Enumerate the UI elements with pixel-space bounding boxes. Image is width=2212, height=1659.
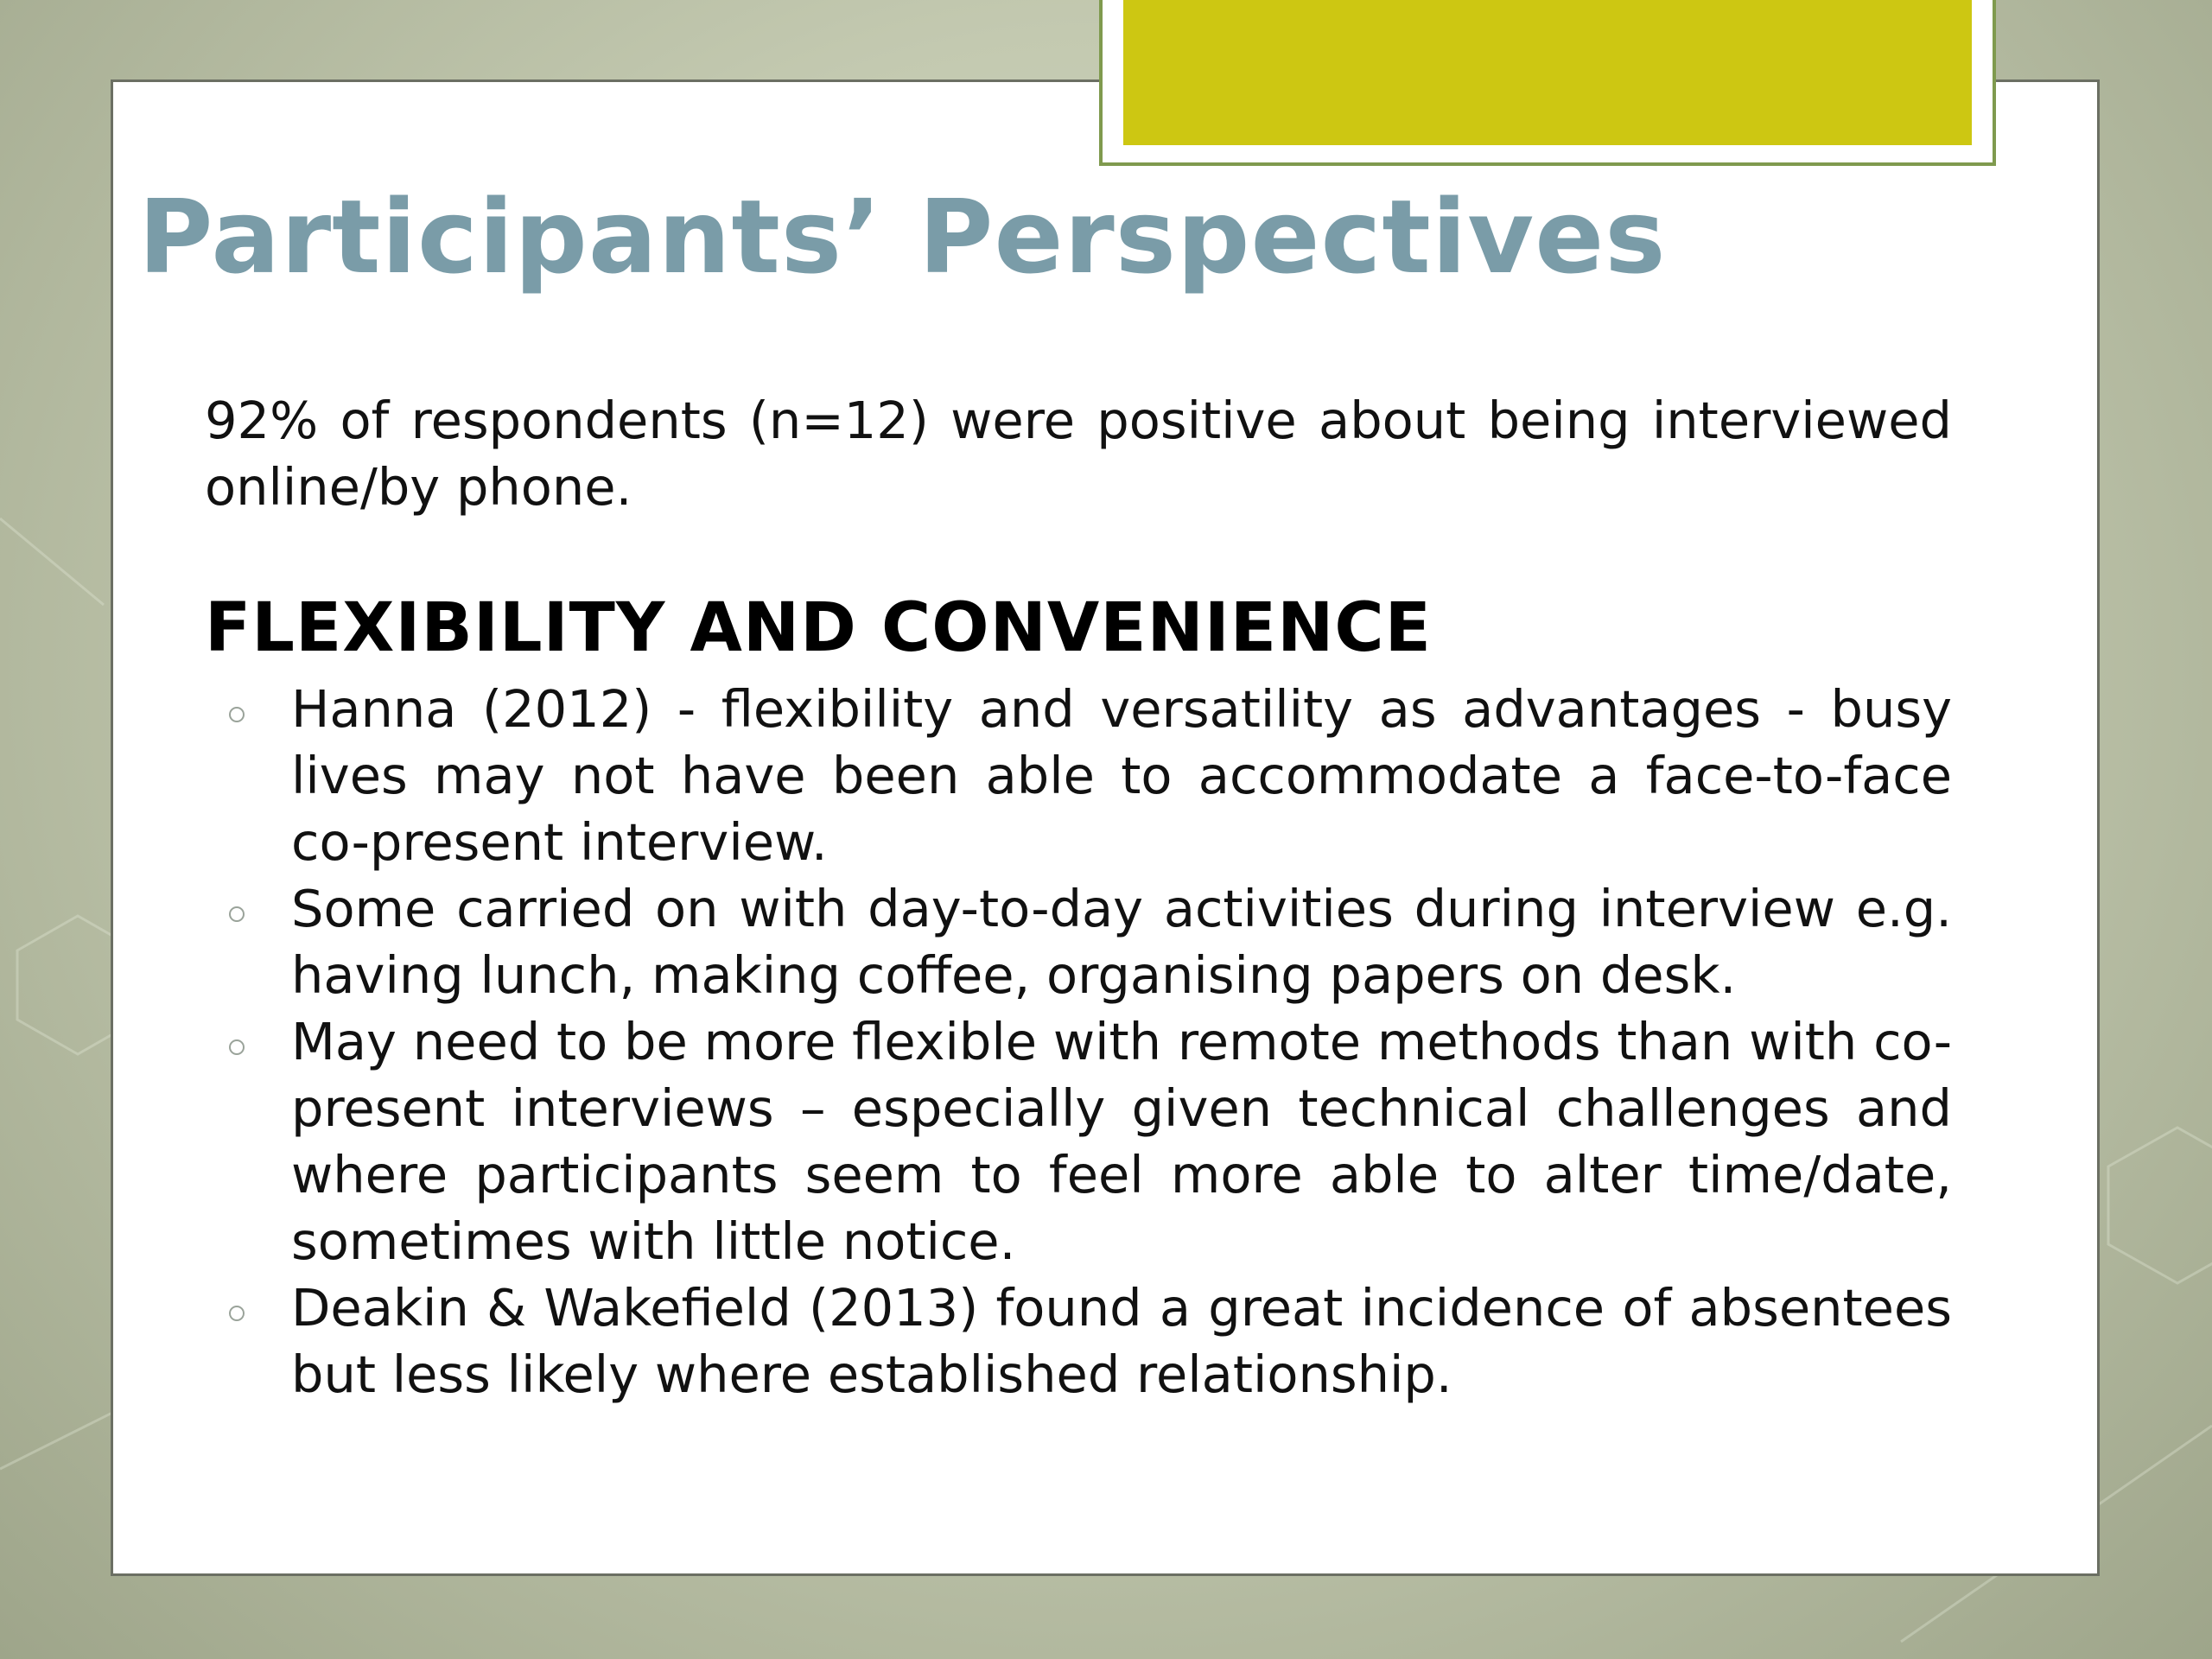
hollow-circle-bullet-icon: [229, 707, 245, 722]
bullet-text: Deakin & Wakefield (2013) found a great incidence of absentees but less likely where established relationship.: [291, 1278, 1952, 1404]
section-heading: FLEXIBILITY AND CONVENIENCE: [205, 589, 1432, 667]
slide-title: Participants’ Perspectives: [138, 177, 1667, 296]
hollow-circle-bullet-icon: [229, 906, 245, 922]
bullet-item: [205, 676, 1952, 875]
bullet-text: Some carried on with day-to-day activities during interview e.g. having lunch, making coffee, organising papers on desk.: [291, 879, 1952, 1005]
bullet-text: Hanna (2012) - flexibility and versatility as advantages - busy lives may not have been able to accommodate a face-to-face co-present interview.: [291, 679, 1952, 872]
bullet-item: [205, 1274, 1952, 1408]
bullet-list: [205, 676, 1952, 1408]
bullet-item: [205, 875, 1952, 1008]
bullet-text: May need to be more flexible with remote methods than with co-present interviews – especially given technical challenges and where participants seem to feel more able to alter time/date, sometimes with little notice.: [291, 1012, 1952, 1271]
bullet-item: [205, 1008, 1952, 1274]
accent-color-block: [1123, 0, 1972, 145]
hollow-circle-bullet-icon: [229, 1039, 245, 1055]
hollow-circle-bullet-icon: [229, 1306, 245, 1321]
intro-paragraph: 92% of respondents (n=12) were positive about being interviewed online/by phone.: [205, 391, 1952, 517]
